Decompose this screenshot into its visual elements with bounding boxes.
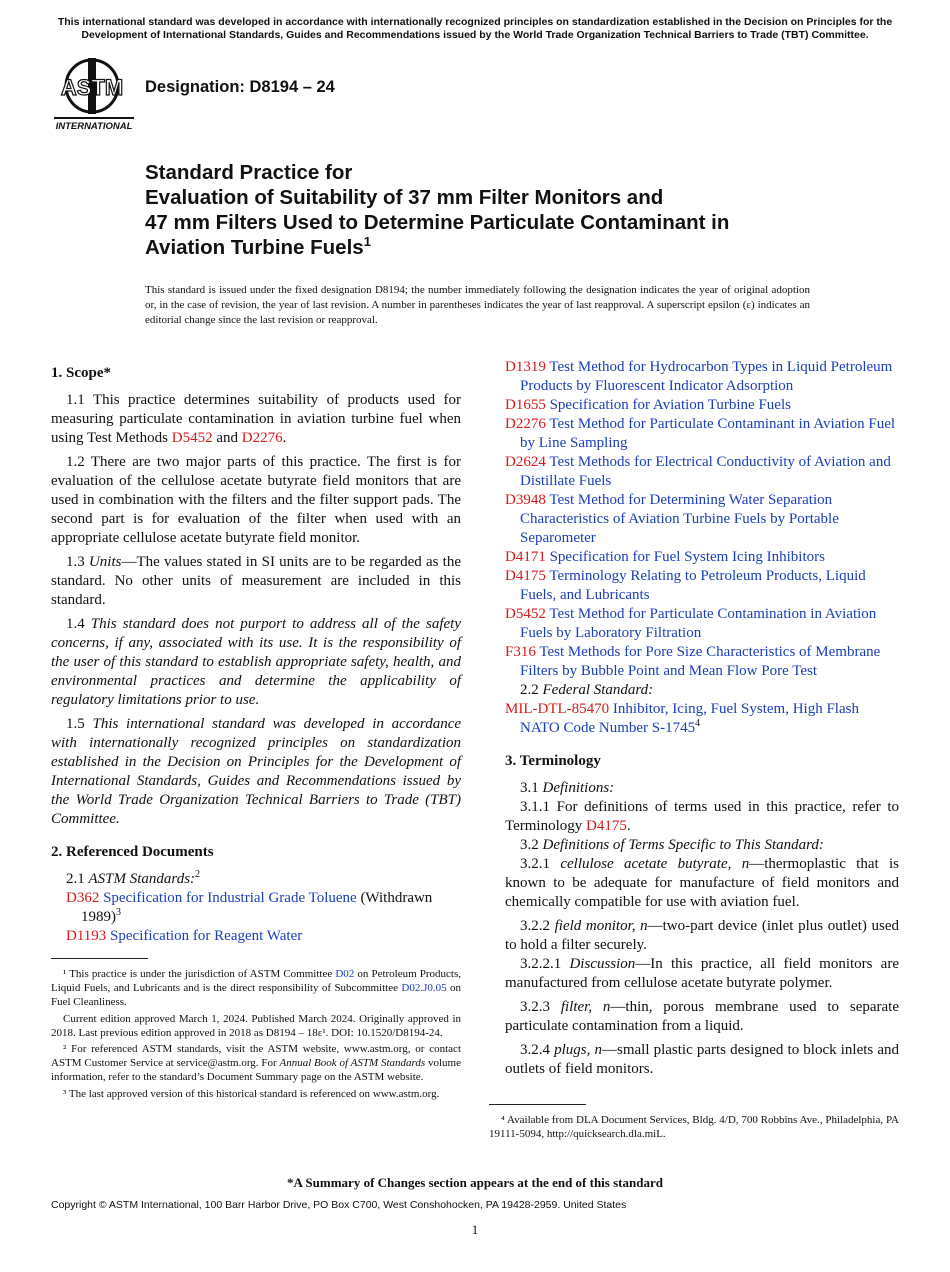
designation: Designation: D8194 – 24: [145, 78, 335, 96]
left-column: [51, 358, 461, 946]
title-line: Standard Practice for: [145, 161, 353, 184]
reference-title[interactable]: Inhibitor, Icing, Fuel System, High Flash NATO Code Number S-1745: [520, 701, 859, 736]
reference-item: [505, 358, 899, 396]
header-notice: This international standard was developed in accordance with internationally recognized principles on standardization established in the Decision on Principles for the Development of International Standards, Guides and Recommendations issued by the World Trade Organization Technical Barriers to Trade (TBT) Committee.: [57, 16, 893, 41]
paragraph-1-1: 1.1 This practice determines suitability of products used for measuring particulate contamination in aviation turbine fuel when using Test Methods D5452 and D2276.: [51, 392, 461, 446]
astm-reference-list-left: [66, 889, 461, 946]
section-heading-referenced: 2. Referenced Documents: [51, 844, 214, 860]
title-line: Aviation Turbine Fuels: [145, 236, 364, 259]
page-number: 1: [471, 1222, 479, 1237]
reference-item: [505, 415, 899, 453]
reference-code[interactable]: D2276: [505, 416, 546, 432]
astm-logo: [52, 56, 136, 132]
paragraph-3-2-2-1: 3.2.2.1 Discussion—In this practice, all field monitors are manufactured from cellulose acetate butyrate polymer.: [505, 956, 899, 991]
reference-item: [505, 453, 899, 491]
astm-reference-list-right: [505, 358, 899, 681]
paragraph-3-1-1: 3.1.1 For definitions of terms used in this practice, refer to Terminology D4175.: [505, 799, 899, 834]
reference-item: [505, 567, 899, 605]
footnotes-right: [489, 1094, 899, 1143]
footnote-3: ³ The last approved version of this historical standard is referenced on www.astm.org.: [63, 1087, 440, 1100]
ref-link-d02-j0-05[interactable]: D02.J0.05: [401, 982, 447, 995]
subsection-astm-standards: 2.1 ASTM Standards:$^2$: [66, 869, 201, 887]
footnotes-left: [51, 948, 461, 1103]
reference-item: [66, 927, 461, 946]
reference-title[interactable]: Test Method for Determining Water Separation Characteristics of Aviation Turbine Fuels by Portable Separometer: [520, 492, 839, 546]
astm-logo-mark: ASTM: [60, 75, 124, 100]
reference-title[interactable]: Terminology Relating to Petroleum Products, Liquid Fuels, and Lubricants: [520, 568, 866, 603]
astm-logo-caption: INTERNATIONAL: [55, 121, 133, 132]
reference-code[interactable]: D3948: [505, 492, 546, 508]
reference-footnote-mark: 3: [116, 907, 121, 918]
section-heading-scope: 1. Scope*: [51, 365, 111, 381]
title-footnote-mark: 1: [363, 234, 371, 250]
reference-suffix: (Withdrawn 1989): [81, 890, 433, 925]
footnote-divider: [51, 958, 148, 959]
reference-title[interactable]: Test Method for Hydrocarbon Types in Liquid Petroleum Products by Fluorescent Indicator Adsorption: [520, 359, 893, 394]
reference-title[interactable]: Specification for Reagent Water: [110, 928, 303, 944]
paragraph-1-4: 1.4 This standard does not purport to address all of the safety concerns, if any, associated with its use. It is the responsibility of the user of this standard to establish appropriate safety, health, and environmental practices and determine the applicability of regulatory limitations prior to use.: [51, 616, 461, 708]
reference-item: [505, 605, 899, 643]
subsection-federal-standard: 2.2 Federal Standard:: [520, 682, 654, 698]
reference-code[interactable]: D1319: [505, 359, 546, 375]
ref-link-d2276[interactable]: D2276: [241, 430, 283, 446]
reference-item: [505, 643, 899, 681]
reference-code[interactable]: D362: [66, 890, 100, 906]
reference-title[interactable]: Test Method for Particulate Contaminant in Aviation Fuel by Line Sampling: [520, 416, 896, 451]
paragraph-3-1: 3.1 Definitions:: [520, 780, 615, 796]
document-title: [145, 160, 845, 260]
footnote-4: ⁴ Available from DLA Document Services, Bldg. 4/D, 700 Robbins Ave., Philadelphia, PA 19111-5094, http://quicksearch.dla.miL.: [489, 1114, 899, 1141]
right-column: [505, 358, 899, 1084]
title-line: 47 mm Filters Used to Determine Particulate Contaminant in: [145, 211, 730, 234]
paragraph-3-2: 3.2 Definitions of Terms Specific to This Standard:: [520, 837, 824, 853]
paragraph-1-3: 1.3 Units—The values stated in SI units are to be regarded as the standard. No other units of measurement are included in this standard.: [51, 554, 462, 608]
reference-code[interactable]: F316: [505, 644, 536, 660]
footnote-edition: Current edition approved March 1, 2024. Published March 2024. Originally approved in 2018. Last previous edition approved in 2018 as D8194 – 18ε¹. DOI: 10.1520/D8194-24.: [51, 1012, 461, 1039]
footnote-2: ² For referenced ASTM standards, visit the ASTM website, www.astm.org, or contact ASTM Customer Service at service@astm.org. For Annual Book of ASTM Standards volume information, refer to the standard’s Document Summary page on the ASTM website.: [51, 1043, 461, 1084]
ref-link-d4175[interactable]: D4175: [586, 818, 627, 834]
reference-title[interactable]: Test Methods for Electrical Conductivity of Aviation and Distillate Fuels: [520, 454, 891, 489]
reference-title[interactable]: Test Methods for Pore Size Characteristics of Membrane Filters by Bubble Point and Mean Flow Pore Test: [520, 644, 881, 679]
paragraph-1-2: 1.2 There are two major parts of this practice. The first is for evaluation of the cellulose acetate butyrate field monitors that are used in combination with the filters and the filter support pads. The second part is for evaluation of the filter when used with an appropriate cellulose acetate butyrate field monitor.: [51, 454, 461, 546]
issuance-statement: This standard is issued under the fixed designation D8194; the number immediately following the designation indicates the year of original adoption or, in the case of revision, the year of last revision. A number in parentheses indicates the year of last reapproval. A superscript epsilon (ε) indicates an editorial change since the last revision or reapproval.: [145, 284, 810, 326]
reference-title[interactable]: Specification for Industrial Grade Toluene: [103, 890, 357, 906]
ref-link-d5452[interactable]: D5452: [171, 430, 213, 446]
paragraph-3-2-1: 3.2.1 cellulose acetate butyrate, n—thermoplastic that is known to be adequate for manufacture of field monitors and chemically compatible for use with aviation fuel.: [505, 856, 900, 910]
paragraph-3-2-2: 3.2.2 field monitor, n—two-part device (inlet plus outlet) used to hold a filter securely.: [505, 918, 899, 953]
reference-item: [505, 491, 899, 548]
paragraph-3-2-3: 3.2.3 filter, n—thin, porous membrane used to separate particulate contamination from a liquid.: [505, 999, 900, 1034]
reference-item: [66, 889, 461, 927]
reference-code[interactable]: D1655: [505, 397, 546, 413]
reference-code[interactable]: D1193: [66, 928, 107, 944]
reference-title[interactable]: Specification for Aviation Turbine Fuels: [549, 397, 791, 413]
footnote-1: ¹ This practice is under the jurisdiction of ASTM Committee D02 on Petroleum Products, Liquid Fuels, and Lubricants and is the direct responsibility of Subcommittee D02.J0.05 on Fuel Cleanliness.: [51, 968, 462, 1009]
paragraph-1-5: 1.5 This international standard was developed in accordance with internationally recognized principles on standardization established in the Decision on Principles for the Development of International Standards, Guides and Recommendations issued by the World Trade Organization Technical Barriers to Trade (TBT) Committee.: [51, 716, 462, 827]
reference-code[interactable]: MIL-DTL-85470: [505, 701, 610, 717]
ref-link-d02[interactable]: D02: [335, 968, 355, 980]
summary-of-changes-note: *A Summary of Changes section appears at the end of this standard: [287, 1175, 663, 1190]
reference-item-federal: MIL-DTL-85470 Inhibitor, Icing, Fuel System, High Flash NATO Code Number S-1745$^4$: [505, 701, 859, 736]
reference-item: [505, 396, 899, 415]
reference-code[interactable]: D5452: [505, 606, 546, 622]
footnote-divider: [489, 1104, 586, 1105]
reference-code[interactable]: D4171: [505, 549, 546, 565]
reference-item: [505, 548, 899, 567]
reference-code[interactable]: D2624: [505, 454, 546, 470]
reference-title[interactable]: Specification for Fuel System Icing Inhibitors: [549, 549, 825, 565]
copyright-line: Copyright © ASTM International, 100 Barr Harbor Drive, PO Box C700, West Conshohocken, PA 19428-2959. United States: [51, 1199, 627, 1211]
reference-title[interactable]: Test Method for Particulate Contamination in Aviation Fuels by Laboratory Filtration: [520, 606, 877, 641]
paragraph-3-2-4: 3.2.4 plugs, n—small plastic parts designed to block inlets and outlets of field monitors.: [505, 1042, 900, 1077]
section-heading-terminology: 3. Terminology: [505, 753, 601, 769]
reference-code[interactable]: D4175: [505, 568, 546, 584]
title-line: Evaluation of Suitability of 37 mm Filter Monitors and: [145, 186, 664, 209]
